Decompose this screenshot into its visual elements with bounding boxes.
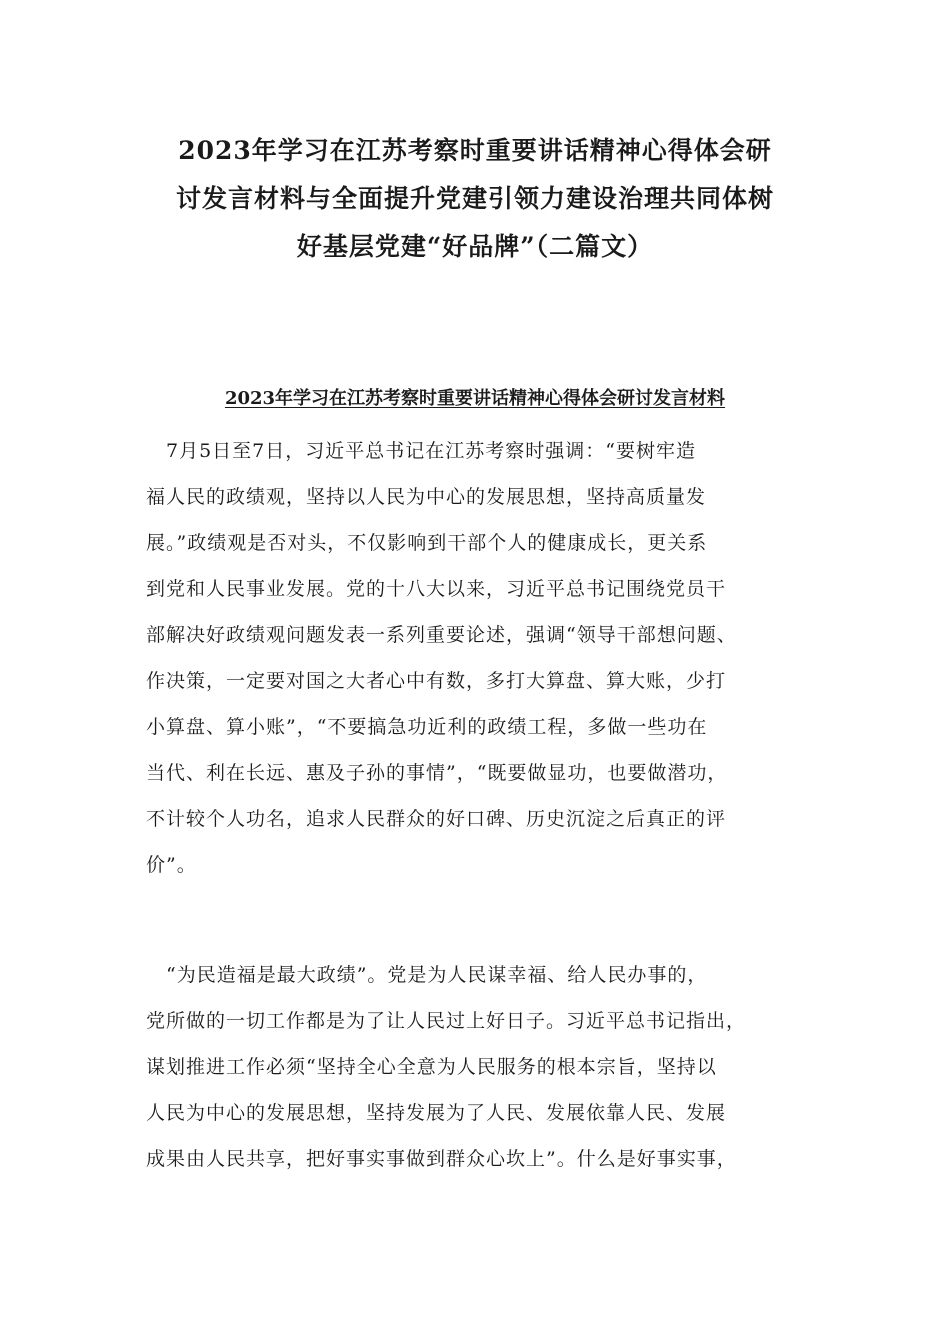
paragraph-line: 当代、利在长远、惠及子孙的事情”，“既要做显功，也要做潜功， [146,762,728,784]
paragraph-line: 党所做的一切工作都是为了让人民过上好日子。习近平总书记指出， [146,1010,747,1032]
title-line-1: 2023年学习在江苏考察时重要讲话精神心得体会研 [178,136,772,165]
body-paragraph-1 [146,428,836,888]
paragraph-line: 福人民的政绩观，坚持以人民为中心的发展思想，坚持高质量发 [146,486,707,508]
paragraph-line: 不计较个人功名，追求人民群众的好口碑、历史沉淀之后真正的评 [146,808,727,830]
paragraph-line: 人民为中心的发展思想，坚持发展为了人民、发展依靠人民、发展 [146,1102,727,1124]
paragraph-line: 成果由人民共享，把好事实事做到群众心坎上”。什么是好事实事， [146,1148,737,1170]
title-line-2: 讨发言材料与全面提升党建引领力建设治理共同体树 [175,184,774,213]
paragraph-line: 谋划推进工作必须“坚持全心全意为人民服务的根本宗旨，坚持以 [146,1056,717,1078]
paragraph-line: 展。”政绩观是否对头，不仅影响到干部个人的健康成长，更关系 [146,532,708,554]
paragraph-line: 小算盘、算小账”，“不要搞急功近利的政绩工程，多做一些功在 [146,716,708,738]
paragraph-line: 7月5日至7日，习近平总书记在江苏考察时强调：“要树牢造 [146,440,696,462]
document-title [120,127,830,271]
paragraph-line: “为民造福是最大政绩”。党是为人民谋幸福、给人民办事的， [146,964,708,986]
paragraph-line: 作决策，一定要对国之大者心中有数，多打大算盘、算大账，少打 [146,670,727,692]
body-paragraph-2 [146,952,836,1182]
title-line-3: 好基层党建“好品牌”（二篇文） [296,232,654,261]
section-heading: 2023年学习在江苏考察时重要讲话精神心得体会研讨发言材料 [224,388,726,409]
paragraph-line: 部解决好政绩观问题发表一系列重要论述，强调“领导干部想问题、 [146,624,737,646]
paragraph-line: 到党和人民事业发展。党的十八大以来，习近平总书记围绕党员干 [146,578,727,600]
paragraph-line: 价”。 [146,854,197,876]
